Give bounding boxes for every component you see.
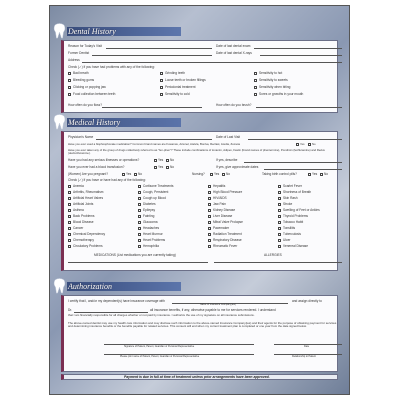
medical-history-panel [61, 131, 338, 271]
physician-label: Physician's Name [68, 135, 94, 139]
condition-label: Radiation Treatment [213, 232, 242, 236]
date-caption: Date [304, 345, 310, 348]
allergies-field[interactable] [214, 262, 342, 263]
address-label: Address [68, 58, 80, 62]
dental-problem-checkbox[interactable] [160, 79, 163, 82]
dental-problem-checkbox[interactable] [160, 86, 163, 89]
condition-checkbox[interactable] [278, 215, 281, 218]
condition-checkbox[interactable] [278, 245, 281, 248]
condition-label: Pacemaker [213, 226, 230, 230]
condition-checkbox[interactable] [278, 191, 281, 194]
payment-notice-bar [61, 374, 338, 380]
auth-line-3: that I am financially responsible for all charges whether or not paid by insurance. I authorize the use of my signature on all insurance submissions. [68, 313, 255, 317]
no-label: No [324, 172, 329, 176]
medications-label: MEDICATIONS (List medications you are currently taking) [94, 253, 176, 257]
condition-checkbox[interactable] [138, 197, 141, 200]
condition-label: Tuberculosis [283, 232, 301, 236]
insurance-company-caption: Name of Insurance Company(ies) [200, 303, 236, 306]
auth-line-2: Dr. [68, 308, 73, 312]
condition-label: Circulatory Problems [73, 244, 103, 248]
birth-control-label: Taking birth control pills? [262, 172, 297, 176]
condition-label: Cough up Blood [143, 196, 166, 200]
last-exam-field[interactable] [254, 48, 342, 49]
no-label: No [138, 172, 143, 176]
dental-problem-checkbox[interactable] [160, 93, 163, 96]
condition-checkbox[interactable] [138, 185, 141, 188]
authorization-panel [61, 295, 338, 372]
condition-checkbox[interactable] [208, 227, 211, 230]
last-visit-label: Date of Last Visit [216, 135, 241, 139]
nursing-no-checkbox[interactable] [222, 173, 225, 176]
condition-checkbox[interactable] [278, 209, 281, 212]
nursing-yes-checkbox[interactable] [210, 173, 213, 176]
condition-label: Headaches [143, 226, 160, 230]
condition-checkbox[interactable] [208, 197, 211, 200]
tooth-icon [53, 114, 66, 130]
condition-checkbox[interactable] [278, 233, 281, 236]
reason-field[interactable] [106, 48, 212, 49]
condition-checkbox[interactable] [138, 209, 141, 212]
dental-history-title: Dental History [68, 27, 116, 36]
bisphosphonate-no-checkbox[interactable] [308, 143, 311, 146]
dental-problem-label: Sensitivity when biting [259, 85, 291, 89]
dental-problem-label: Sensitivity to sweets [259, 78, 288, 82]
last-xrays-label: Date of last dental X-rays [216, 51, 252, 55]
condition-label: Diabetes [143, 202, 156, 206]
dental-problem-label: Sensitivity to hot [259, 71, 283, 75]
dental-problem-label: Periodontal treatment [165, 85, 196, 89]
auth-line-2b: all insurance benefits, if any, otherwise payable to me for services rendered. I understand [150, 308, 276, 312]
condition-checkbox[interactable] [278, 197, 281, 200]
illness-yes-checkbox[interactable] [154, 159, 157, 162]
pregnant-question: (Women) Are you pregnant? [68, 172, 108, 176]
dental-problem-checkbox[interactable] [254, 72, 257, 75]
brush-field[interactable] [256, 107, 342, 108]
condition-checkbox[interactable] [278, 203, 281, 206]
condition-label: Ulcer [283, 238, 291, 242]
condition-label: Rheumatic Fever [213, 244, 238, 248]
condition-checkbox[interactable] [208, 239, 211, 242]
condition-checkbox[interactable] [138, 233, 141, 236]
condition-label: Swelling of Feet or Ankles [283, 208, 320, 212]
condition-label: Epilepsy [143, 208, 156, 212]
address-field[interactable] [82, 62, 342, 63]
yes-label: Yes [126, 172, 132, 176]
condition-checkbox[interactable] [68, 245, 71, 248]
dental-problem-label: Bleeding gums [73, 78, 95, 82]
condition-checkbox[interactable] [68, 227, 71, 230]
condition-label: Artificial Heart Valves [73, 196, 104, 200]
condition-checkbox[interactable] [278, 221, 281, 224]
bisphosphonate-question: Have you ever used a bisphosphonate medication? Common brand names are Fosamax, Actonel, Atelvia, Boniva, Reclast, Aredia, Zometa [68, 142, 240, 146]
condition-checkbox[interactable] [278, 239, 281, 242]
condition-label: Hepatitis [213, 184, 226, 188]
condition-checkbox[interactable] [208, 245, 211, 248]
condition-checkbox[interactable] [68, 221, 71, 224]
relationship-caption: Relationship to Patient [292, 355, 316, 358]
dental-problem-label: Loose teeth or broken fillings [165, 78, 206, 82]
auth-line-1b: and assign directly to [292, 299, 322, 303]
pregnant-yes-checkbox[interactable] [122, 173, 125, 176]
tooth-icon [53, 278, 66, 294]
tooth-icon [53, 23, 66, 39]
condition-checkbox[interactable] [278, 185, 281, 188]
dental-problem-checkbox[interactable] [254, 86, 257, 89]
condition-checkbox[interactable] [208, 185, 211, 188]
printed-name-caption: Please print name of Patient, Parent, Guardian or Personal Representative [120, 355, 200, 358]
condition-label: Chemotherapy [73, 238, 94, 242]
transfusion-no-checkbox[interactable] [166, 166, 169, 169]
brush-question: How often do you brush? [216, 103, 252, 107]
condition-checkbox[interactable] [138, 227, 141, 230]
condition-label: Jaw Pain [213, 202, 226, 206]
condition-checkbox[interactable] [138, 221, 141, 224]
condition-label: Cortisone Treatments [143, 184, 174, 188]
dental-problem-checkbox[interactable] [160, 72, 163, 75]
condition-checkbox[interactable] [68, 191, 71, 194]
condition-label: Venereal Disease [283, 244, 308, 248]
bisphosphonate-yes-checkbox[interactable] [296, 143, 299, 146]
dental-history-panel [61, 40, 338, 113]
yes-label: Yes [158, 158, 164, 162]
dental-problem-checkbox[interactable] [68, 93, 71, 96]
condition-label: Asthma [73, 208, 84, 212]
illness-no-checkbox[interactable] [166, 159, 169, 162]
condition-label: Mitral Valve Prolapse [213, 220, 243, 224]
yes-label: Yes [312, 172, 318, 176]
dental-problem-label: Clicking or popping jaw [73, 85, 106, 89]
fen-phen-question: Have you ever taken any of the group of drugs collectively referred to as "fen-phen"? These include combinations of Ionamin, Adipex, Fastin (brand names of phentermine), Pondimin (fenfluramine) and Redux (dexfenfluramine). [68, 148, 325, 156]
condition-label: Heart Problems [143, 238, 166, 242]
condition-checkbox[interactable] [138, 203, 141, 206]
no-label: No [226, 172, 231, 176]
condition-label: Blood Disease [73, 220, 94, 224]
reason-label: Reason for Today's Visit [68, 44, 102, 48]
condition-label: HIV/AIDS [213, 196, 227, 200]
dental-problem-label: Food collection between teeth [73, 92, 116, 96]
yes-label: Yes [158, 165, 164, 169]
last-xrays-field[interactable] [260, 55, 342, 56]
condition-checkbox[interactable] [208, 233, 211, 236]
condition-label: Skin Rash [283, 196, 298, 200]
condition-checkbox[interactable] [68, 239, 71, 242]
dental-problem-checkbox[interactable] [68, 86, 71, 89]
birth-control-no-checkbox[interactable] [320, 173, 323, 176]
condition-label: Fainting [143, 214, 155, 218]
medical-history-title: Medical History [68, 118, 121, 127]
pregnant-no-checkbox[interactable] [134, 173, 137, 176]
yes-label: Yes [214, 172, 220, 176]
condition-label: Respiratory Disease [213, 238, 242, 242]
allergies-label: ALLERGIES [264, 253, 282, 257]
dental-problem-label: Sensitivity to cold [165, 92, 190, 96]
no-label: No [170, 165, 175, 169]
dates-label: If yes, give approximate dates [216, 165, 259, 169]
condition-checkbox[interactable] [68, 215, 71, 218]
condition-label: Glaucoma [143, 220, 158, 224]
condition-label: Thyroid Problems [283, 214, 308, 218]
condition-checkbox[interactable] [68, 209, 71, 212]
condition-checkbox[interactable] [208, 191, 211, 194]
no-label: No [170, 158, 175, 162]
condition-label: Tobacco Habit [283, 220, 304, 224]
auth-consent-paragraph: The above-named dentist may use my health care information and may disclose such information to the above-named Insurance Company(ies) and their agents for the purpose of obtaining payment for services and determining insurance benefits or the benefits payable for related services. This consent will end when my current treatment plan is completed or one year from the date signed below. [68, 321, 337, 329]
former-dentist-field[interactable] [92, 55, 212, 56]
dental-problem-checkbox[interactable] [254, 79, 257, 82]
former-dentist-label: Former Dentist [68, 51, 90, 55]
condition-label: Back Problems [73, 214, 95, 218]
condition-checkbox[interactable] [278, 227, 281, 230]
condition-checkbox[interactable] [208, 203, 211, 206]
dates-field[interactable] [264, 169, 342, 170]
condition-label: Artificial Joints [73, 202, 94, 206]
form-sheet [49, 5, 350, 395]
dental-problem-checkbox[interactable] [254, 93, 257, 96]
condition-label: Heart Murmur [143, 232, 163, 236]
payment-notice: Payment is due in full at time of treatment unless prior arrangements have been approved. [124, 375, 270, 379]
condition-label: Arthritis, Rheumatism [73, 190, 104, 194]
birth-control-yes-checkbox[interactable] [308, 173, 311, 176]
condition-label: Tonsilitis [283, 226, 296, 230]
yes-label: Yes [300, 142, 305, 146]
dental-problem-checkbox[interactable] [68, 79, 71, 82]
dental-problem-label: Sores or growths in your mouth [259, 92, 304, 96]
condition-label: Stroke [283, 202, 293, 206]
medications-field[interactable] [68, 262, 208, 263]
condition-label: Cancer [73, 226, 84, 230]
last-visit-field[interactable] [248, 139, 342, 140]
authorization-title: Authorization [68, 282, 113, 291]
physician-field[interactable] [96, 139, 212, 140]
condition-checkbox[interactable] [68, 203, 71, 206]
dental-problem-label: Grinding teeth [165, 71, 186, 75]
signature-caption: Signature of Patient, Parent, Guardian or Personal Representative [124, 345, 195, 348]
floss-question: How often do you floss? [68, 103, 103, 107]
dental-problem-checkbox[interactable] [68, 72, 71, 75]
describe-label: If yes, describe [216, 158, 238, 162]
condition-checkbox[interactable] [208, 209, 211, 212]
condition-checkbox[interactable] [68, 233, 71, 236]
transfusion-question: Have you ever had a blood transfusion? [68, 165, 125, 169]
condition-checkbox[interactable] [68, 197, 71, 200]
condition-checkbox[interactable] [208, 215, 211, 218]
condition-label: High Blood Pressure [213, 190, 243, 194]
condition-label: Chemical Dependency [73, 232, 106, 236]
dental-check-prompt: Check (✓) if you have had problems with any of the following: [68, 65, 155, 69]
no-label: No [312, 142, 316, 146]
describe-field[interactable] [244, 162, 342, 163]
condition-checkbox[interactable] [68, 185, 71, 188]
transfusion-yes-checkbox[interactable] [154, 166, 157, 169]
floss-field[interactable] [102, 107, 202, 108]
last-exam-label: Date of last dental exam [216, 44, 251, 48]
condition-checkbox[interactable] [138, 191, 141, 194]
condition-label: Hemophilia [143, 244, 159, 248]
condition-label: Scarlet Fever [283, 184, 302, 188]
condition-label: Cough, Persistent [143, 190, 169, 194]
illness-question: Have you had any serious illnesses or operations? [68, 158, 140, 162]
condition-checkbox[interactable] [138, 245, 141, 248]
condition-checkbox[interactable] [208, 221, 211, 224]
nursing-label: Nursing? [192, 172, 205, 176]
conditions-prompt: Check (✓) if you have or have had any of the following: [68, 178, 146, 182]
condition-label: Liver Disease [213, 214, 233, 218]
condition-label: Shortness of Breath [283, 190, 312, 194]
condition-label: Anemia [73, 184, 84, 188]
condition-checkbox[interactable] [138, 239, 141, 242]
dental-problem-label: Bad breath [73, 71, 89, 75]
auth-line-1: I certify that I, and/or my dependent(s) have insurance coverage with [68, 299, 165, 303]
condition-label: Kidney Disease [213, 208, 236, 212]
condition-checkbox[interactable] [138, 215, 141, 218]
